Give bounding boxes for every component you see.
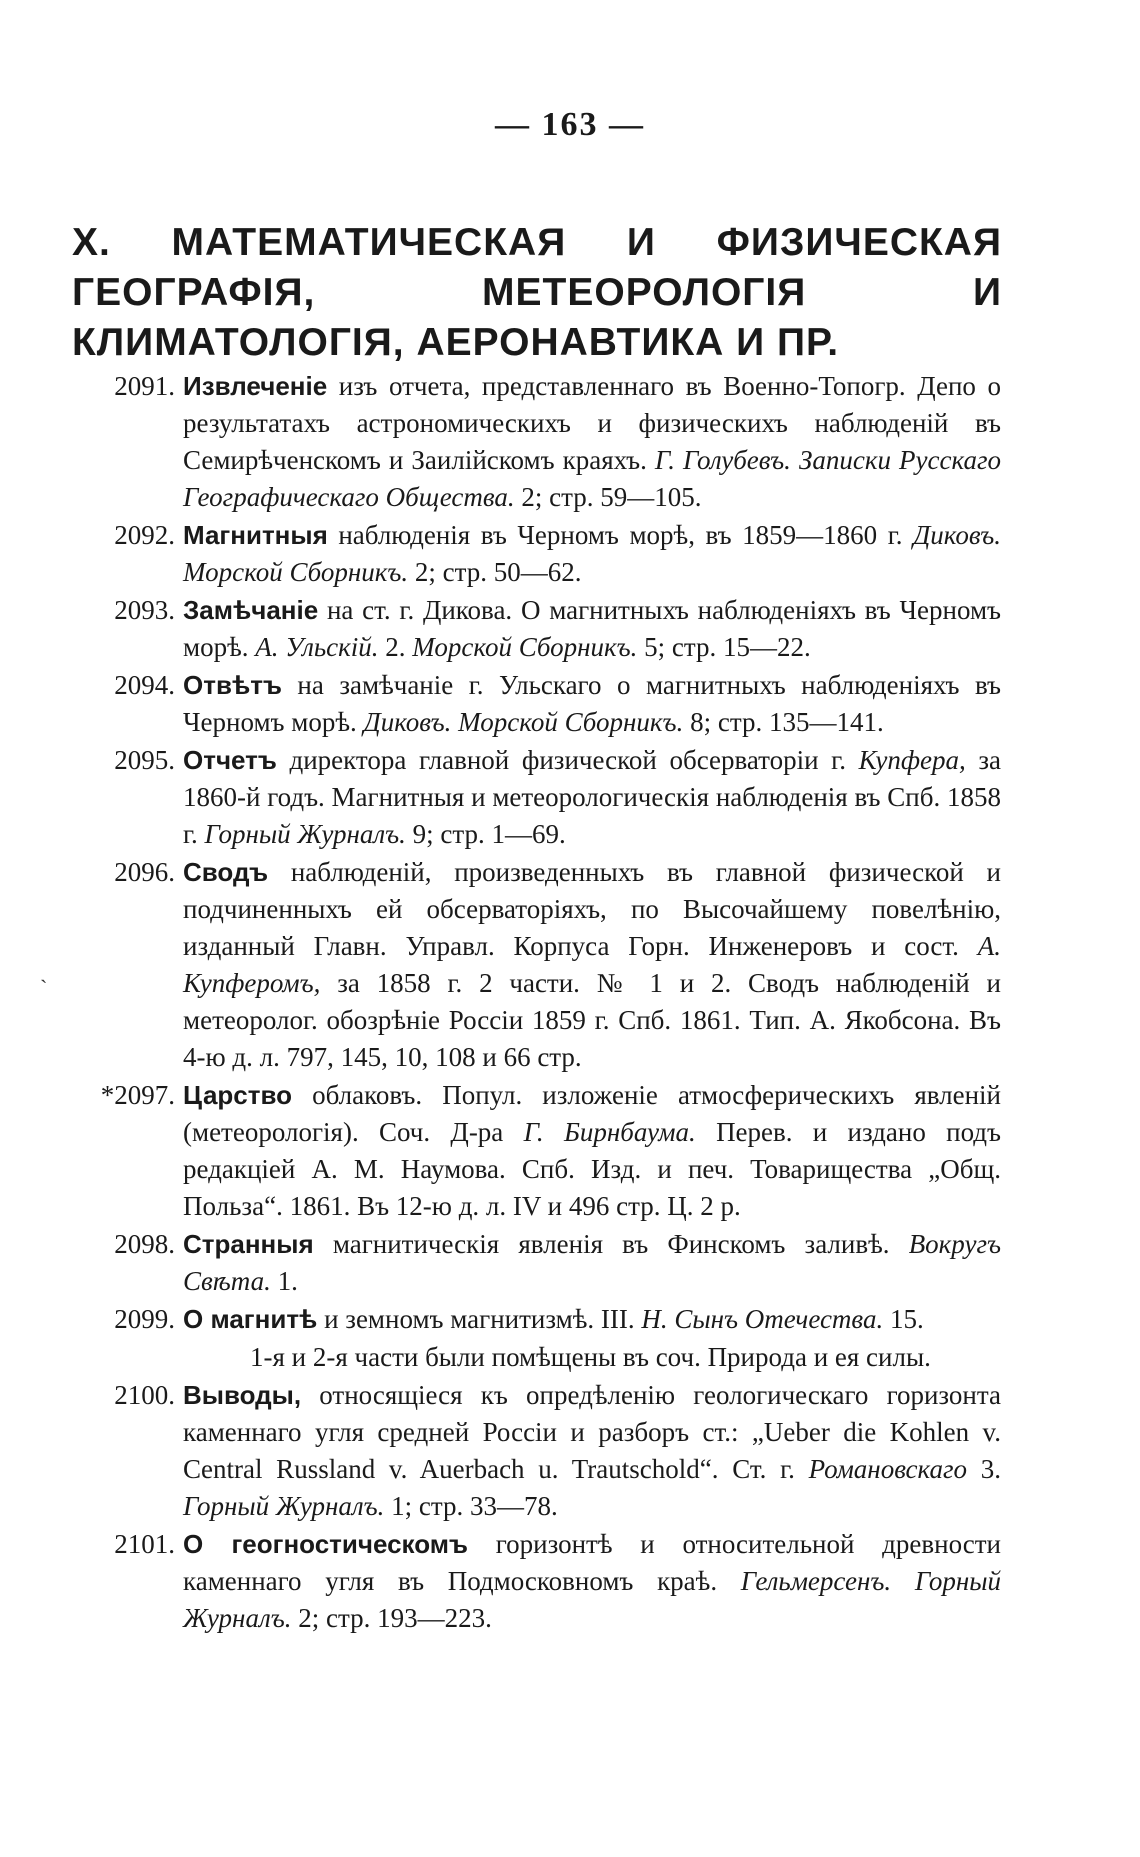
- entry-source: Н. Сынъ Отечества.: [641, 1304, 884, 1334]
- entry-text: изъ отчета, представленнаго въ Военно-Топогр. Депо о результатахъ астрономическихъ и физическихъ наблюденій въ Семирѣченскомъ и Заилійскомъ краяхъ.: [183, 371, 1001, 475]
- entry-number: 2091.: [114, 371, 175, 401]
- bibliography-entry: [100, 1077, 1001, 1225]
- bibliography-entry: [114, 517, 1001, 591]
- entry-heading: Магнитныя: [183, 520, 328, 550]
- entry-pages: 8; стр. 135—141.: [683, 707, 884, 737]
- entry-source: Вокругъ Свѣта.: [183, 1229, 1001, 1296]
- entry-text: директора главной физической обсерваторіи г.: [276, 745, 859, 775]
- entry-source: Диковъ. Морской Сборникъ.: [363, 707, 684, 737]
- entry-pages: 1.: [270, 1266, 298, 1296]
- entry-pages: за 1858 г. 2 части. № 1 и 2. Сводъ наблюденій и метеоролог. обозрѣніе Россіи 1859 г. Спб. 1861. Тип. А. Якобсона. Въ 4-ю д. л. 797, 145, 10, 108 и 66 стр.: [183, 968, 1001, 1072]
- margin-mark: ˎ: [40, 958, 48, 983]
- entry-pages: 2; стр. 193—223.: [291, 1603, 492, 1633]
- entry-number: 2101.: [114, 1529, 175, 1559]
- entry-heading: Отвѣтъ: [183, 670, 282, 700]
- entry-source: Гельмерсенъ. Горный Журналъ.: [183, 1566, 1001, 1633]
- entry-pages: 9; стр. 1—69.: [405, 819, 566, 849]
- entry-heading: Отчетъ: [183, 745, 277, 775]
- entry-source: Диковъ. Морской Сборникъ.: [183, 520, 1001, 587]
- entry-text: горизонтѣ и относительной древности каменнаго угля въ Подмосковномъ краѣ.: [183, 1529, 1001, 1596]
- entry-heading: Извлеченіе: [183, 371, 328, 401]
- bibliography-entry: [114, 1526, 1001, 1637]
- entry-pages: Перев. и издано подъ редакціей А. М. Наумова. Спб. Изд. и печ. Товарищества „Общ. Польза“. 1861. Въ 12-ю д. л. IV и 496 стр. Ц. 2 р.: [183, 1117, 1001, 1221]
- entry-pages: 5; стр. 15—22.: [637, 632, 811, 662]
- entry-source: Купфера,: [858, 745, 966, 775]
- bibliography-entry: [114, 742, 1001, 853]
- bibliography-list: [0, 368, 1140, 1638]
- entry-heading: Царство: [183, 1080, 293, 1110]
- entry-number: 2095.: [114, 745, 175, 775]
- section-heading: X. МАТЕМАТИЧЕСКАЯ И ФИЗИЧЕСКАЯ ГЕОГРАФІЯ, МЕТЕОРОЛОГІЯ И КЛИМАТОЛОГІЯ, АЕРОНАВТИКА И ПР.: [72, 221, 1002, 364]
- entry-text: 1-я и 2-я части были помѣщены въ соч. Природа и ея силы.: [250, 1342, 931, 1372]
- entry-pages: 2; стр. 59—105.: [514, 482, 702, 512]
- entry-source: Морской Сборникъ.: [412, 632, 638, 662]
- entry-number: 2096.: [114, 857, 175, 887]
- entry-pages: 15.: [883, 1304, 924, 1334]
- entry-pages: 3.: [967, 1454, 1002, 1484]
- bibliography-entry: [114, 1377, 1002, 1525]
- entry-heading: Замѣчаніе: [183, 595, 319, 625]
- entry-source: А. Ульскій.: [255, 632, 379, 662]
- entry-number: 2094.: [114, 670, 175, 700]
- entry-number: 2100.: [114, 1380, 175, 1410]
- entry-text: наблюденія въ Черномъ морѣ, въ 1859—1860 г.: [327, 520, 914, 550]
- bibliography-entry: [114, 1226, 1001, 1300]
- entry-pages: 1; стр. 33—78.: [384, 1491, 558, 1521]
- bibliography-entry: [114, 667, 1001, 741]
- entry-source: Горный Журналъ.: [183, 1491, 385, 1521]
- bibliography-entry: [114, 854, 1001, 1076]
- entry-source: Г. Голубевъ. Записки Русскаго Географическаго Общества.: [183, 445, 1001, 512]
- entry-text: облаковъ. Попул. изложеніе атмосферическихъ явленій (метеорологія). Соч. Д-ра: [183, 1080, 1001, 1147]
- entry-number: 2099.: [114, 1304, 175, 1334]
- entry-heading: Выводы,: [183, 1380, 302, 1410]
- entry-heading: О геогностическомъ: [183, 1529, 468, 1559]
- entry-heading: Странныя: [183, 1229, 314, 1259]
- bibliography-entry: [114, 1301, 1001, 1338]
- entry-heading: О магнитѣ: [183, 1304, 318, 1334]
- entry-text: на замѣчаніе г. Ульскаго о магнитныхъ наблюденіяхъ въ Черномъ морѣ.: [183, 670, 1001, 737]
- bibliography-entry: [250, 1339, 1001, 1376]
- entry-source: Горный Журналъ.: [204, 819, 406, 849]
- entry-source: Романовскаго: [808, 1454, 968, 1484]
- entry-pages: 2; стр. 50—62.: [408, 557, 582, 587]
- bibliography-entry: [114, 592, 1001, 666]
- entry-heading: Сводъ: [183, 857, 269, 887]
- entry-source: А. Купферомъ,: [183, 931, 1001, 998]
- entry-text: наблюденій, произведенныхъ въ главной физической и подчиненныхъ ей обсерваторіяхъ, по Высочайшему повелѣнію, изданный Главн. Управл. Корпуса Горн. Инженеровъ и сост.: [183, 857, 1001, 961]
- entry-text: относящіеся къ опредѣленію геологическаго горизонта каменнаго угля средней Россіи и разборъ ст.: „Ueber die Kohlen v. Central Russland v. Auerbach u. Trautschold“. Ст. г.: [183, 1380, 1001, 1484]
- entry-text: на ст. г. Дикова. О магнитныхъ наблюденіяхъ въ Черномъ морѣ.: [183, 595, 1001, 662]
- entry-source: Г. Бирнбаума.: [523, 1117, 696, 1147]
- bibliography-entry: [114, 368, 1001, 516]
- entry-number: 2098.: [114, 1229, 175, 1259]
- entry-pages: 2.: [378, 632, 413, 662]
- entry-number: *2097.: [100, 1080, 175, 1110]
- entry-number: 2093.: [114, 595, 175, 625]
- entry-pages: за 1860-й годъ. Магнитныя и метеорологическія наблюденія въ Спб. 1858 г.: [183, 745, 1001, 849]
- entry-text: магнитическія явленія въ Финскомъ заливѣ.: [313, 1229, 909, 1259]
- page-number: — 163 —: [495, 106, 645, 143]
- entry-number: 2092.: [114, 520, 175, 550]
- entry-text: и земномъ магнитизмѣ. III.: [317, 1304, 642, 1334]
